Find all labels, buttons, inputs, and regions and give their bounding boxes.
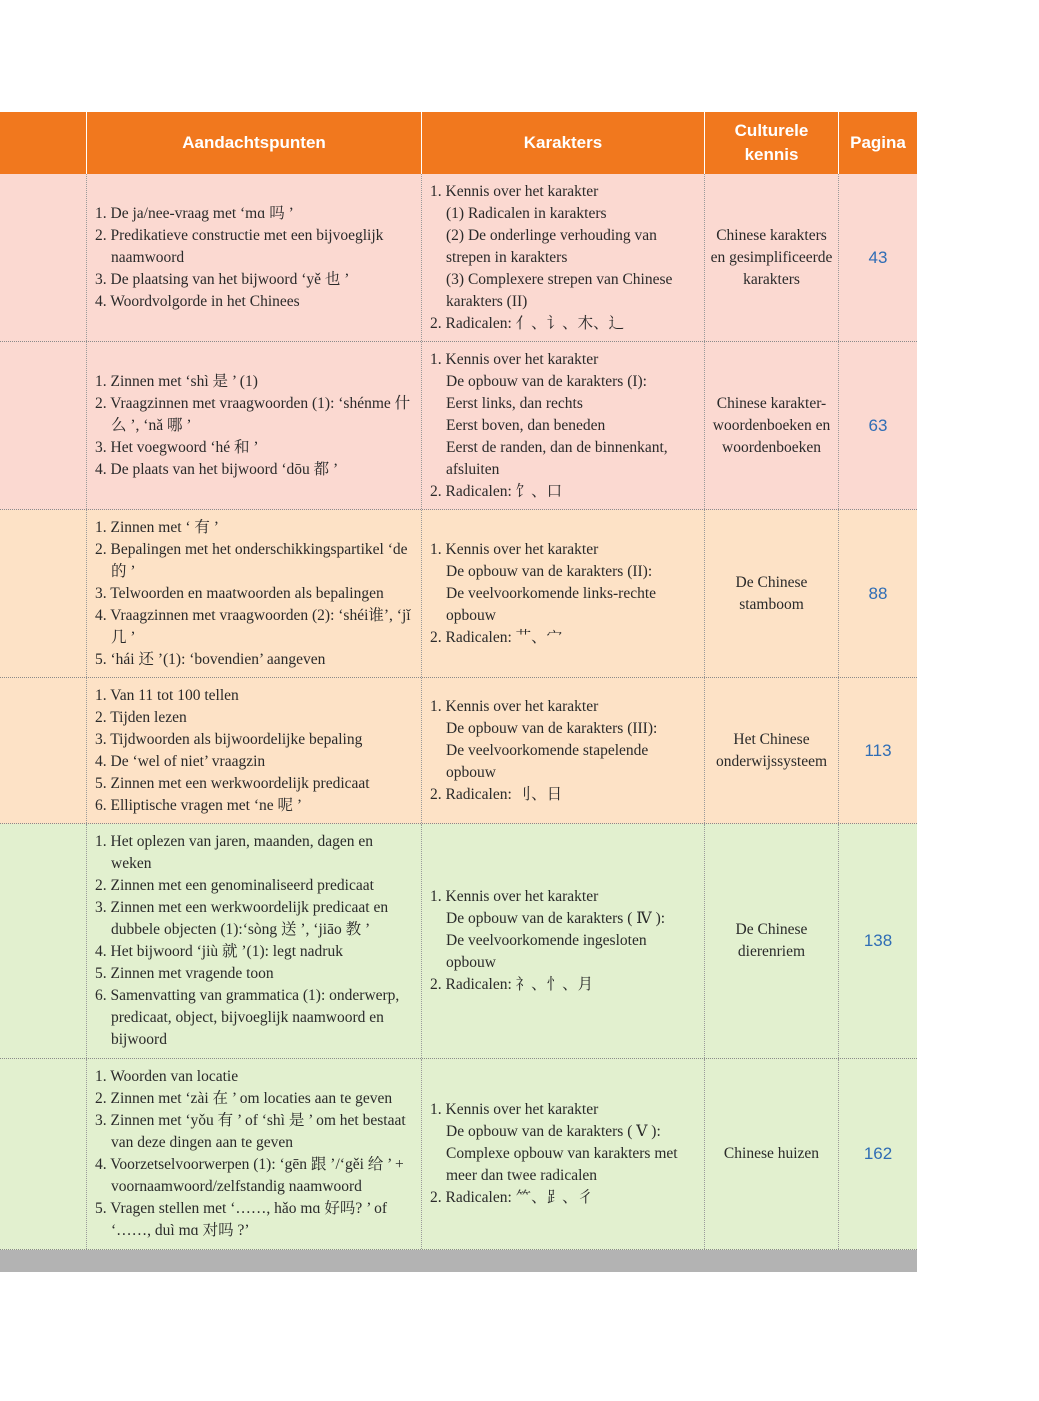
header-aandachtspunten: Aandachtspunten bbox=[87, 112, 422, 174]
lesson-label-cell bbox=[0, 824, 87, 1058]
aandachtspunten-cell bbox=[87, 342, 422, 509]
character-point: Eerst boven, dan beneden bbox=[446, 416, 606, 434]
header-culturele-kennis: Culturele kennis bbox=[705, 112, 839, 174]
grammar-point: 2. Tijden lezen bbox=[95, 708, 187, 726]
character-point: De veelvoorkomende links-rechte opbouw bbox=[446, 584, 657, 624]
character-point: (1) Radicalen in karakters bbox=[446, 204, 607, 222]
lesson-label-cell bbox=[0, 510, 87, 677]
character-point: De opbouw van de karakters (II): bbox=[446, 562, 653, 580]
grammar-point: 1. Van 11 tot 100 tellen bbox=[95, 686, 239, 704]
grammar-point: 5. Vragen stellen met ‘……, hǎo mɑ 好吗? ’ of ‘……, duì mɑ 对吗 ?’ bbox=[95, 1200, 387, 1239]
grammar-point: 5. ‘hái 还 ’(1): ‘bovendien’ aangeven bbox=[95, 650, 326, 668]
character-point: Eerst links, dan rechts bbox=[446, 394, 583, 412]
grammar-point: 5. Zinnen met een werkwoordelijk predicaat bbox=[95, 774, 370, 792]
table-row bbox=[0, 678, 917, 824]
grammar-point: 1. De ja/nee-vraag met ‘mɑ 吗 ’ bbox=[95, 204, 294, 222]
page-number-link[interactable]: 113 bbox=[864, 740, 892, 760]
table-row bbox=[0, 510, 917, 678]
character-point: 1. Kennis over het karakter bbox=[430, 888, 599, 905]
grammar-point: 6. Elliptische vragen met ‘ne 呢 ’ bbox=[95, 796, 303, 814]
page-number-link[interactable]: 138 bbox=[863, 931, 893, 950]
character-point: 1. Kennis over het karakter bbox=[430, 350, 599, 368]
culture-cell: De Chinese dierenriem bbox=[705, 824, 839, 1058]
grammar-point: 2. Bepalingen met het onderschikkingspartikel ‘de 的 ’ bbox=[95, 540, 408, 580]
header-karakters: Karakters bbox=[422, 112, 705, 174]
karakters-cell bbox=[422, 678, 705, 823]
table-of-contents bbox=[0, 112, 917, 1250]
character-point: (3) Complexere strepen van Chinese karakters (II) bbox=[446, 270, 673, 310]
grammar-point: 2. Predikatieve constructie met een bijvoeglijk naamwoord bbox=[95, 226, 384, 266]
culture-cell: Chinese huizen bbox=[705, 1059, 839, 1249]
character-point: De veelvoorkomende ingesloten opbouw bbox=[446, 932, 647, 971]
culture-cell: Het Chinese onderwijssysteem bbox=[705, 678, 839, 823]
header-pagina: Pagina bbox=[850, 133, 906, 152]
header-blank bbox=[0, 112, 87, 174]
grammar-point: 3. Het voegwoord ‘hé 和 ’ bbox=[95, 438, 259, 456]
grammar-point: 3. De plaatsing van het bijwoord ‘yě 也 ’ bbox=[95, 270, 350, 288]
culture-cell: Chinese karakter-woordenboeken en woordenboeken bbox=[705, 342, 839, 509]
aandachtspunten-cell bbox=[87, 174, 422, 341]
aandachtspunten-cell bbox=[87, 510, 422, 677]
character-point: De opbouw van de karakters (III): bbox=[446, 719, 658, 737]
character-point: 1. Kennis over het karakter bbox=[430, 540, 599, 558]
lesson-label-cell bbox=[0, 1059, 87, 1249]
character-point: Complexe opbouw van karakters met meer dan twee radicalen bbox=[446, 1145, 678, 1184]
character-point: 1. Kennis over het karakter bbox=[430, 1101, 599, 1118]
character-point: 1. Kennis over het karakter bbox=[430, 697, 599, 715]
lesson-label-cell bbox=[0, 678, 87, 823]
character-point: De veelvoorkomende stapelende opbouw bbox=[446, 741, 649, 781]
culture-cell: De Chinese stamboom bbox=[705, 510, 839, 677]
grammar-point: 3. Telwoorden en maatwoorden als bepalingen bbox=[95, 584, 384, 602]
karakters-cell bbox=[422, 824, 705, 1058]
lesson-label-cell bbox=[0, 174, 87, 341]
grammar-point: 4. Woordvolgorde in het Chinees bbox=[95, 292, 300, 310]
character-point: 1. Kennis over het karakter bbox=[430, 182, 599, 200]
grammar-point: 4. Het bijwoord ‘jiù 就 ’(1): legt nadruk bbox=[95, 943, 343, 960]
character-point: Eerst de randen, dan de binnenkant, afsluiten bbox=[446, 438, 668, 478]
karakters-cell bbox=[422, 342, 705, 509]
grammar-point: 5. Zinnen met vragende toon bbox=[95, 965, 274, 982]
table-header bbox=[0, 112, 917, 174]
bottom-bar bbox=[0, 1250, 917, 1272]
grammar-point: 4. De plaats van het bijwoord ‘dōu 都 ’ bbox=[95, 460, 339, 478]
grammar-point: 1. Woorden van locatie bbox=[95, 1068, 239, 1085]
character-point: De opbouw van de karakters ( Ⅳ ): bbox=[446, 910, 666, 927]
aandachtspunten-cell bbox=[87, 1059, 422, 1249]
grammar-point: 2. Zinnen met ‘zài 在 ’ om locaties aan te geven bbox=[95, 1090, 393, 1107]
aandachtspunten-cell bbox=[87, 678, 422, 823]
character-point: 2. Radicalen: ⺮、⻊、彳 bbox=[430, 1189, 594, 1206]
culture-cell: Chinese karakters en gesimplificeerde karakters bbox=[705, 174, 839, 341]
karakters-cell bbox=[422, 174, 705, 341]
table-row bbox=[0, 342, 917, 510]
table-row bbox=[0, 174, 917, 342]
grammar-point: 4. Vraagzinnen met vraagwoorden (2): ‘shéi谁’, ‘jǐ 几 ’ bbox=[95, 606, 411, 646]
grammar-point: 3. Zinnen met ‘yǒu 有 ’ of ‘shì 是 ’ om het bestaat van deze dingen aan te geven bbox=[95, 1112, 406, 1151]
grammar-point: 3. Tijdwoorden als bijwoordelijke bepaling bbox=[95, 730, 363, 748]
lesson-label-cell bbox=[0, 342, 87, 509]
character-point: 2. Radicalen: 艹、宀 bbox=[430, 628, 563, 646]
page-number-link[interactable]: 63 bbox=[868, 415, 888, 435]
table-body bbox=[0, 174, 917, 1250]
character-point: De opbouw van de karakters (I): bbox=[446, 372, 647, 390]
karakters-cell bbox=[422, 1059, 705, 1249]
grammar-point: 1. Het oplezen van jaren, maanden, dagen en weken bbox=[95, 833, 374, 872]
page-number-link[interactable]: 43 bbox=[868, 247, 888, 267]
table-row bbox=[0, 1059, 917, 1250]
grammar-point: 4. De ‘wel of niet’ vraagzin bbox=[95, 752, 266, 770]
grammar-point: 6. Samenvatting van grammatica (1): onderwerp, predicaat, object, bijvoeglijk naamwoord en bijwoord bbox=[95, 987, 400, 1048]
page-number-link[interactable]: 162 bbox=[863, 1144, 893, 1163]
grammar-point: 1. Zinnen met ‘shì 是 ’ (1) bbox=[95, 372, 258, 390]
grammar-point: 4. Voorzetselvoorwerpen (1): ‘gēn 跟 ’/‘gěi 给 ’ + voornaamwoord/zelfstandig naamwoord bbox=[95, 1156, 404, 1195]
character-point: 2. Radicalen: 亻、讠、木、辶 bbox=[430, 314, 625, 332]
character-point: 2. Radicalen: 刂、日 bbox=[430, 785, 563, 803]
character-point: 2. Radicalen: 礻、忄、月 bbox=[430, 976, 594, 993]
character-point: 2. Radicalen: 饣、口 bbox=[430, 482, 563, 500]
grammar-point: 3. Zinnen met een werkwoordelijk predicaat en dubbele objecten (1):‘sòng 送 ’, ‘jiāo 教 ’ bbox=[95, 899, 389, 938]
table-row bbox=[0, 824, 917, 1059]
grammar-point: 1. Zinnen met ‘ 有 ’ bbox=[95, 518, 219, 536]
grammar-point: 2. Vraagzinnen met vraagwoorden (1): ‘shénme 什么 ’, ‘nǎ 哪 ’ bbox=[95, 394, 411, 434]
karakters-cell bbox=[422, 510, 705, 677]
grammar-point: 2. Zinnen met een genominaliseerd predicaat bbox=[95, 877, 374, 894]
character-point: (2) De onderlinge verhouding van strepen in karakters bbox=[446, 226, 657, 266]
character-point: De opbouw van de karakters ( Ⅴ ): bbox=[446, 1123, 661, 1140]
aandachtspunten-cell bbox=[87, 824, 422, 1058]
page-number-link[interactable]: 88 bbox=[868, 583, 888, 603]
